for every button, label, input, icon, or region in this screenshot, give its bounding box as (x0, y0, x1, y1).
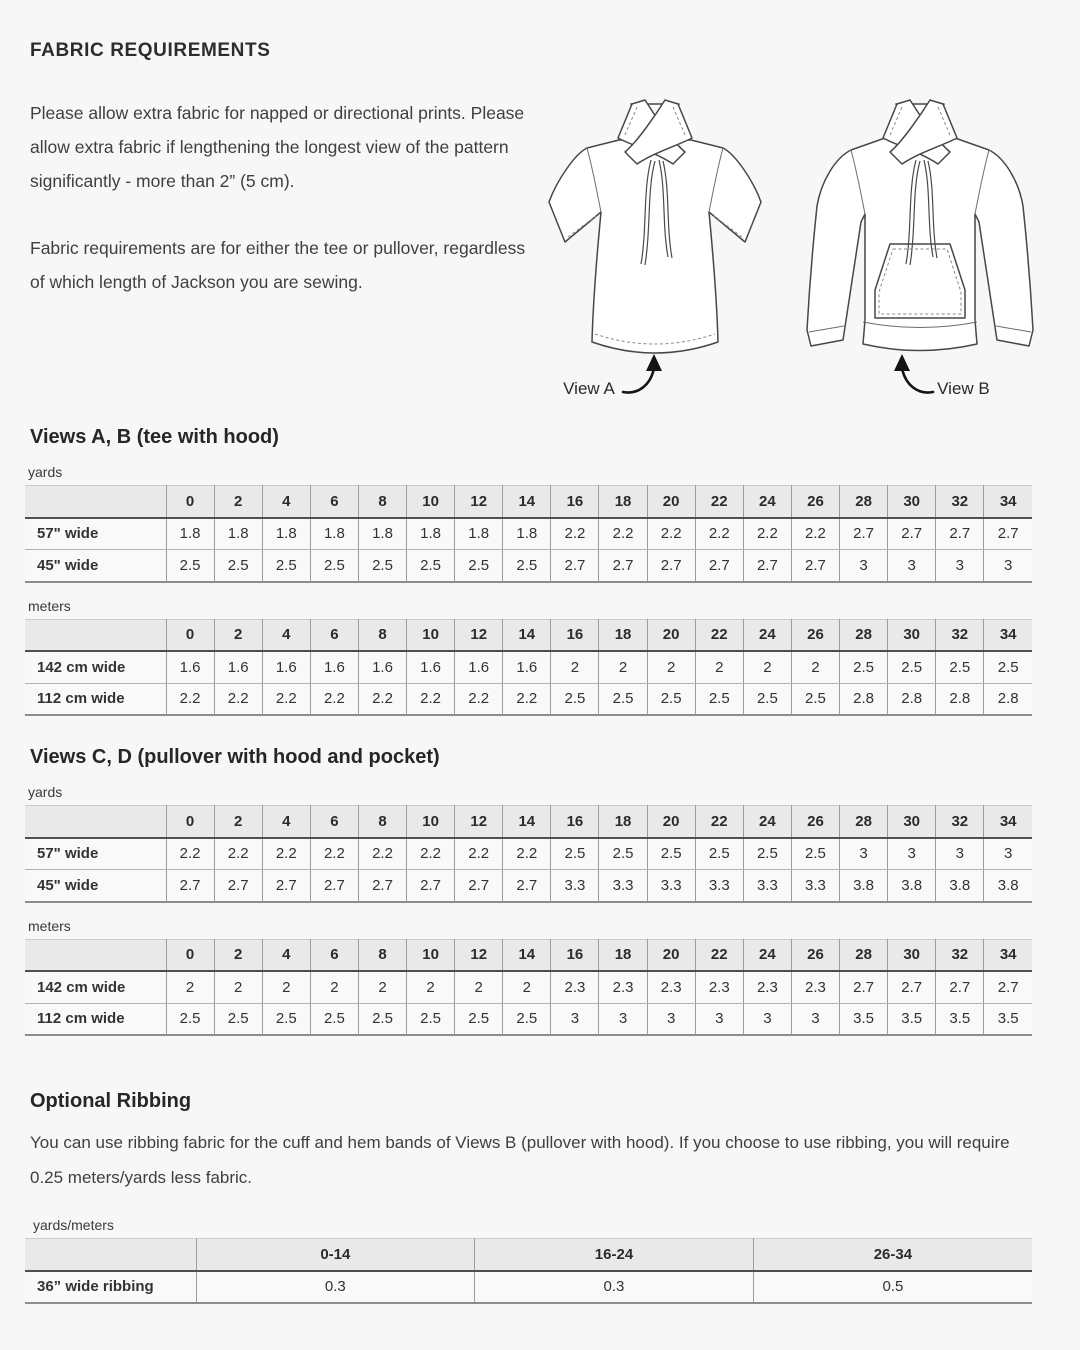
size-header-cell: 18 (599, 806, 647, 838)
value-cell: 2.2 (551, 518, 599, 550)
value-cell: 2.5 (599, 838, 647, 870)
size-header-cell: 12 (455, 806, 503, 838)
size-header-cell: 24 (743, 486, 791, 518)
size-header-cell: 18 (599, 486, 647, 518)
value-cell: 2.2 (455, 683, 503, 715)
value-cell: 3 (984, 550, 1032, 582)
row-label-cell: 142 cm wide (25, 651, 166, 683)
size-header-cell: 32 (936, 486, 984, 518)
value-cell: 2.5 (888, 651, 936, 683)
table-row (25, 518, 1032, 550)
size-header-cell: 30 (888, 486, 936, 518)
value-cell: 2.5 (791, 838, 839, 870)
value-cell: 2 (551, 651, 599, 683)
value-cell: 0.3 (475, 1271, 754, 1303)
value-cell: 2.7 (936, 518, 984, 550)
value-cell: 3.5 (984, 1003, 1032, 1035)
size-header-cell: 10 (407, 806, 455, 838)
value-cell: 3 (888, 838, 936, 870)
unit-label-meters-cd: meters (28, 917, 71, 934)
value-cell: 2.7 (407, 870, 455, 902)
size-header-cell: 20 (647, 806, 695, 838)
value-cell: 1.8 (310, 518, 358, 550)
value-cell: 2.7 (310, 870, 358, 902)
row-label-cell: 45" wide (37, 876, 99, 894)
value-cell: 2.2 (407, 838, 455, 870)
value-cell: 2.7 (358, 870, 406, 902)
value-cell: 2 (407, 971, 455, 1003)
value-cell: 3 (840, 838, 888, 870)
size-header-cell: 0-14 (196, 1239, 475, 1271)
size-header-cell: 4 (262, 806, 310, 838)
row-label-cell: 45" wide (37, 556, 99, 574)
size-header-cell: 30 (888, 806, 936, 838)
value-cell: 2.7 (840, 518, 888, 550)
value-cell: 2.2 (503, 683, 551, 715)
value-cell: 2.2 (310, 838, 358, 870)
size-header-cell: 14 (503, 806, 551, 838)
value-cell: 2.7 (840, 971, 888, 1003)
value-cell: 3.3 (743, 870, 791, 902)
value-cell: 2.2 (262, 838, 310, 870)
size-header-cell: 0 (166, 939, 214, 971)
value-cell: 2.5 (358, 1003, 406, 1035)
size-header-cell: 20 (647, 939, 695, 971)
value-cell: 1.8 (358, 518, 406, 550)
value-cell: 2.2 (407, 683, 455, 715)
intro-paragraph-2: Fabric requirements are for either the tee or pullover, regardless of which length of Jackson you are sewing. (30, 238, 526, 292)
value-cell: 2.3 (551, 971, 599, 1003)
value-cell: 1.6 (214, 651, 262, 683)
size-header-cell: 10 (407, 939, 455, 971)
intro-paragraph-1: Please allow extra fabric for napped or directional prints. Please allow extra fabric if lengthening the longest view of the pattern significantly - more than 2” (5 cm). (30, 103, 525, 191)
table-corner-cell (25, 939, 166, 971)
value-cell: 2 (599, 651, 647, 683)
size-header-cell: 8 (358, 939, 406, 971)
value-cell: 2.5 (407, 550, 455, 582)
size-header-cell: 22 (695, 939, 743, 971)
value-cell: 3.8 (984, 870, 1032, 902)
tee-with-hood-illustration (549, 100, 761, 353)
value-cell: 3 (840, 550, 888, 582)
value-cell: 2.8 (840, 683, 888, 715)
table-header-row (25, 1239, 1032, 1271)
value-cell: 2.2 (358, 838, 406, 870)
size-header-cell: 24 (743, 619, 791, 651)
size-header-cell: 28 (840, 486, 888, 518)
size-header-cell: 34 (984, 939, 1032, 971)
value-cell: 2.7 (503, 870, 551, 902)
value-cell: 2.5 (262, 550, 310, 582)
table-views-ab-meters (25, 619, 1032, 717)
size-header-cell: 14 (503, 939, 551, 971)
value-cell: 2.5 (551, 683, 599, 715)
pullover-with-hood-illustration (807, 100, 1033, 351)
size-header-cell: 8 (358, 486, 406, 518)
value-cell: 1.8 (407, 518, 455, 550)
value-cell: 2.5 (310, 1003, 358, 1035)
size-header-cell: 2 (214, 486, 262, 518)
value-cell: 2.7 (984, 971, 1032, 1003)
value-cell: 2 (743, 651, 791, 683)
table-views-ab-yards (25, 485, 1032, 583)
row-label-cell: 57" wide (25, 838, 166, 870)
value-cell: 1.6 (358, 651, 406, 683)
value-cell: 2.7 (791, 550, 839, 582)
size-header-cell: 20 (647, 619, 695, 651)
size-header-cell: 2 (214, 806, 262, 838)
value-cell: 2.5 (407, 1003, 455, 1035)
intro-text-column (25, 96, 535, 418)
value-cell: 2.7 (166, 870, 214, 902)
value-cell: 2 (503, 971, 551, 1003)
size-header-cell: 2 (214, 939, 262, 971)
value-cell: 2.2 (599, 518, 647, 550)
garment-illustrations (535, 96, 1055, 418)
table-header-row (25, 806, 1032, 838)
value-cell: 2.5 (647, 838, 695, 870)
value-cell: 2.5 (840, 651, 888, 683)
size-header-cell: 26 (791, 939, 839, 971)
size-header-cell: 32 (936, 619, 984, 651)
value-cell: 2 (166, 971, 214, 1003)
value-cell: 1.6 (503, 651, 551, 683)
size-header-cell: 16 (551, 939, 599, 971)
size-header-cell: 30 (888, 939, 936, 971)
value-cell: 2.2 (214, 683, 262, 715)
value-cell: 2 (262, 971, 310, 1003)
row-label-cell: 36” wide ribbing (37, 1278, 154, 1295)
size-header-cell: 30 (888, 619, 936, 651)
row-label-cell: 112 cm wide (37, 1010, 125, 1028)
view-a-label: View A (563, 379, 615, 398)
value-cell: 2.2 (358, 683, 406, 715)
table-row (25, 683, 1032, 715)
size-header-cell: 6 (310, 939, 358, 971)
row-label-cell: 112 cm wide (37, 690, 125, 708)
size-header-cell: 16 (551, 619, 599, 651)
size-header-cell: 12 (455, 486, 503, 518)
value-cell: 2.8 (984, 683, 1032, 715)
value-cell: 1.6 (310, 651, 358, 683)
table-row (25, 971, 1032, 1003)
view-b-arrow (894, 354, 933, 392)
value-cell: 2.2 (695, 518, 743, 550)
section-title-views-cd: Views C, D (pullover with hood and pocket) (30, 746, 440, 768)
size-header-cell: 18 (599, 939, 647, 971)
value-cell: 3 (599, 1003, 647, 1035)
value-cell: 3 (791, 1003, 839, 1035)
size-header-cell: 18 (599, 619, 647, 651)
value-cell: 2.7 (984, 518, 1032, 550)
size-header-cell: 20 (647, 486, 695, 518)
size-header-cell: 32 (936, 939, 984, 971)
value-cell: 1.8 (214, 518, 262, 550)
value-cell: 3 (888, 550, 936, 582)
value-cell: 1.8 (262, 518, 310, 550)
size-header-cell: 24 (743, 806, 791, 838)
value-cell: 2.2 (791, 518, 839, 550)
value-cell: 2.3 (791, 971, 839, 1003)
value-cell: 3 (647, 1003, 695, 1035)
value-cell: 3.5 (888, 1003, 936, 1035)
size-header-cell: 2 (214, 619, 262, 651)
value-cell: 2 (358, 971, 406, 1003)
value-cell: 2.3 (647, 971, 695, 1003)
value-cell: 2.3 (599, 971, 647, 1003)
value-cell: 2.7 (262, 870, 310, 902)
value-cell: 2.5 (791, 683, 839, 715)
size-header-cell: 6 (310, 486, 358, 518)
size-header-cell: 14 (503, 486, 551, 518)
value-cell: 2.5 (166, 1003, 214, 1035)
unit-label-yards-cd: yards (28, 784, 63, 800)
value-cell: 2.2 (166, 683, 214, 715)
table-row (25, 651, 1032, 683)
optional-ribbing-heading: Optional Ribbing (30, 1090, 192, 1112)
size-header-cell: 12 (455, 939, 503, 971)
value-cell: 2.5 (214, 550, 262, 582)
size-header-cell: 12 (455, 619, 503, 651)
value-cell: 3.8 (840, 870, 888, 902)
value-cell: 3.3 (791, 870, 839, 902)
table-corner-cell (25, 486, 166, 518)
value-cell: 3 (695, 1003, 743, 1035)
table-corner-cell (25, 1239, 196, 1271)
size-header-cell: 28 (840, 806, 888, 838)
value-cell: 2.5 (455, 1003, 503, 1035)
value-cell: 2.5 (743, 683, 791, 715)
value-cell: 2.5 (358, 550, 406, 582)
table-header-row (25, 486, 1032, 518)
table-corner-cell (25, 619, 166, 651)
value-cell: 2.7 (936, 971, 984, 1003)
value-cell: 2.2 (743, 518, 791, 550)
value-cell: 1.8 (503, 518, 551, 550)
value-cell: 2.2 (310, 683, 358, 715)
value-cell: 2.7 (214, 870, 262, 902)
value-cell: 2 (310, 971, 358, 1003)
table-header-row (25, 619, 1032, 651)
size-header-cell: 24 (743, 939, 791, 971)
garment-flats-drawing (535, 94, 1065, 418)
value-cell: 3.8 (936, 870, 984, 902)
value-cell: 2.5 (455, 550, 503, 582)
table-ribbing (25, 1238, 1032, 1304)
size-header-cell: 8 (358, 806, 406, 838)
size-header-cell: 34 (984, 619, 1032, 651)
value-cell: 2.2 (166, 838, 214, 870)
value-cell: 3.5 (840, 1003, 888, 1035)
value-cell: 3.3 (647, 870, 695, 902)
value-cell: 3.3 (551, 870, 599, 902)
value-cell: 2.5 (984, 651, 1032, 683)
size-header-cell: 28 (840, 619, 888, 651)
size-header-cell: 22 (695, 486, 743, 518)
table-row (25, 838, 1032, 870)
value-cell: 2 (695, 651, 743, 683)
size-header-cell: 16-24 (475, 1239, 754, 1271)
value-cell: 2 (214, 971, 262, 1003)
size-header-cell: 6 (310, 619, 358, 651)
value-cell: 2.2 (262, 683, 310, 715)
value-cell: 3 (936, 838, 984, 870)
value-cell: 2.5 (503, 1003, 551, 1035)
size-header-cell: 26 (791, 619, 839, 651)
value-cell: 2.7 (599, 550, 647, 582)
size-header-cell: 4 (262, 619, 310, 651)
value-cell: 2.5 (551, 838, 599, 870)
value-cell: 1.6 (407, 651, 455, 683)
size-header-cell: 26-34 (753, 1239, 1032, 1271)
size-header-cell: 10 (407, 619, 455, 651)
view-b-label: View B (937, 379, 990, 398)
unit-label-yards: yards (28, 464, 63, 480)
table-views-cd-meters (25, 939, 1032, 1037)
size-header-cell: 28 (840, 939, 888, 971)
value-cell: 2.5 (936, 651, 984, 683)
intro-section (25, 96, 1055, 418)
value-cell: 1.6 (262, 651, 310, 683)
value-cell: 2 (455, 971, 503, 1003)
view-a-arrow (623, 354, 662, 392)
value-cell: 3 (551, 1003, 599, 1035)
value-cell: 2.5 (214, 1003, 262, 1035)
table-row (25, 1271, 1032, 1303)
size-header-cell: 16 (551, 486, 599, 518)
value-cell: 1.6 (166, 651, 214, 683)
value-cell: 2.7 (455, 870, 503, 902)
row-label-cell: 57" wide (25, 518, 166, 550)
value-cell: 2.5 (310, 550, 358, 582)
value-cell: 2.7 (695, 550, 743, 582)
size-header-cell: 4 (262, 939, 310, 971)
value-cell: 2 (791, 651, 839, 683)
size-header-cell: 6 (310, 806, 358, 838)
value-cell: 2.7 (888, 518, 936, 550)
size-header-cell: 16 (551, 806, 599, 838)
value-cell: 2.2 (214, 838, 262, 870)
size-header-cell: 4 (262, 486, 310, 518)
size-header-cell: 0 (166, 486, 214, 518)
table-row (25, 870, 1032, 902)
value-cell: 2 (647, 651, 695, 683)
value-cell: 1.8 (166, 518, 214, 550)
size-header-cell: 8 (358, 619, 406, 651)
value-cell: 2.8 (936, 683, 984, 715)
value-cell: 3 (984, 838, 1032, 870)
section-title-views-ab: Views A, B (tee with hood) (30, 426, 279, 448)
value-cell: 2.5 (695, 838, 743, 870)
table-row (25, 1003, 1032, 1035)
unit-label-meters: meters (28, 597, 71, 614)
size-header-cell: 26 (791, 806, 839, 838)
value-cell: 2.2 (503, 838, 551, 870)
value-cell: 0.3 (196, 1271, 475, 1303)
table-corner-cell (25, 806, 166, 838)
size-header-cell: 34 (984, 486, 1032, 518)
row-label-cell: 142 cm wide (25, 971, 166, 1003)
value-cell: 2.2 (455, 838, 503, 870)
value-cell: 2.5 (695, 683, 743, 715)
size-header-cell: 32 (936, 806, 984, 838)
table-row (25, 550, 1032, 582)
value-cell: 2.5 (166, 550, 214, 582)
size-header-cell: 0 (166, 806, 214, 838)
value-cell: 2.7 (647, 550, 695, 582)
table-views-cd-yards (25, 805, 1032, 903)
size-header-cell: 0 (166, 619, 214, 651)
size-header-cell: 10 (407, 486, 455, 518)
value-cell: 2.5 (262, 1003, 310, 1035)
size-header-cell: 14 (503, 619, 551, 651)
size-header-cell: 22 (695, 806, 743, 838)
value-cell: 2.5 (599, 683, 647, 715)
value-cell: 2.7 (743, 550, 791, 582)
value-cell: 2.5 (647, 683, 695, 715)
value-cell: 2.7 (551, 550, 599, 582)
value-cell: 3.3 (599, 870, 647, 902)
unit-label-yards-meters: yards/meters (33, 1217, 114, 1233)
value-cell: 2.7 (888, 971, 936, 1003)
value-cell: 3 (743, 1003, 791, 1035)
value-cell: 1.8 (455, 518, 503, 550)
page-title: FABRIC REQUIREMENTS (30, 40, 271, 61)
value-cell: 2.5 (503, 550, 551, 582)
value-cell: 3.5 (936, 1003, 984, 1035)
size-header-cell: 34 (984, 806, 1032, 838)
value-cell: 2.5 (743, 838, 791, 870)
value-cell: 3.8 (888, 870, 936, 902)
value-cell: 2.2 (647, 518, 695, 550)
size-header-cell: 22 (695, 619, 743, 651)
value-cell: 0.5 (753, 1271, 1032, 1303)
table-header-row (25, 939, 1032, 971)
value-cell: 2.3 (743, 971, 791, 1003)
value-cell: 3.3 (695, 870, 743, 902)
value-cell: 1.6 (455, 651, 503, 683)
value-cell: 3 (936, 550, 984, 582)
value-cell: 2.8 (888, 683, 936, 715)
size-header-cell: 26 (791, 486, 839, 518)
value-cell: 2.3 (695, 971, 743, 1003)
ribbing-paragraph: You can use ribbing fabric for the cuff and hem bands of Views B (pullover with hood). If you choose to use ribbing, you will require 0.25 meters/yards less fabric. (30, 1133, 1010, 1187)
